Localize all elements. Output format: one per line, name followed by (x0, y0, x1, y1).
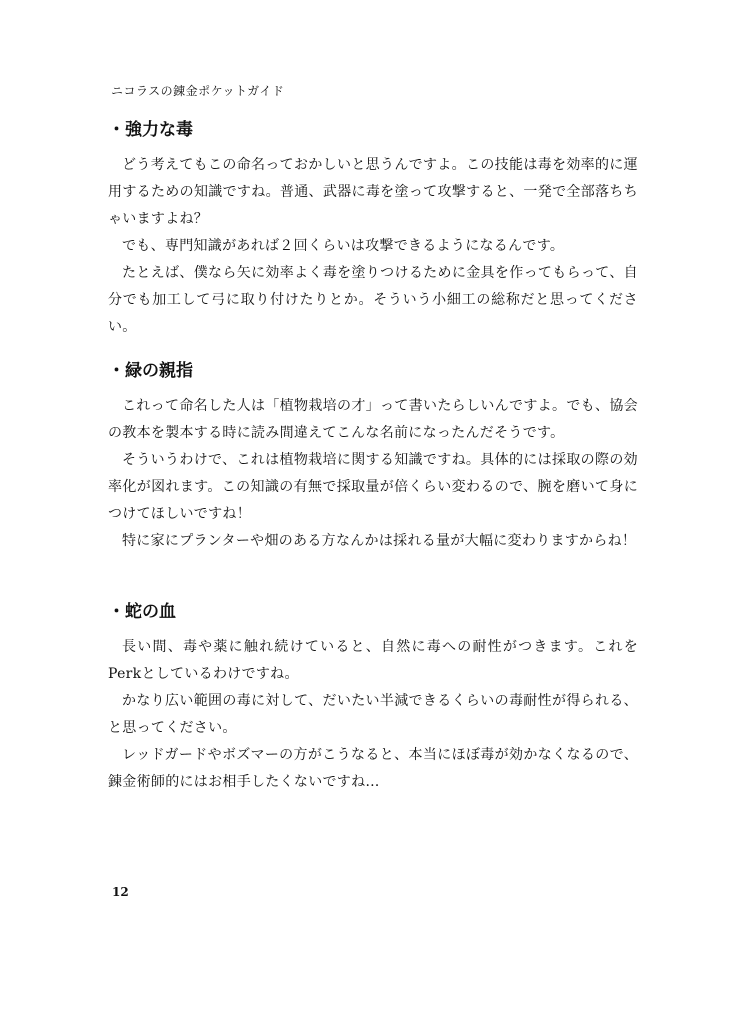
page-number: 12 (112, 885, 129, 899)
paragraph: これって命名した人は「植物栽培の才」って書いたらしいんですよ。でも、協会の教本を製本する時に読み間違えてこんな名前になったんだそうです。 (108, 398, 638, 441)
paragraph: そういうわけで、これは植物栽培に関する知識ですね。具体的には採取の際の効率化が図れます。この知識の有無で採取量が倍くらい変わるので、腕を磨いて身につけてほしいですね！ (108, 452, 638, 522)
paragraph: でも、専門知識があれば２回くらいは攻撃できるようになるんです。 (122, 238, 565, 254)
section-heading: ・蛇の血 (108, 602, 176, 622)
section-heading: ・緑の親指 (108, 361, 193, 381)
paragraph: レッドガードやボズマーの方がこうなると、本当にほぼ毒が効かなくなるので、錬金術師的にはお相手したくないですね… (108, 747, 638, 790)
section-snake-blood (108, 600, 638, 796)
running-header: ニコラスの錬金ポケットガイド (111, 84, 285, 98)
section-green-thumb (108, 359, 638, 555)
paragraph: かなり広い範囲の毒に対して、だいたい半減できるくらいの毒耐性が得られる、と思ってください。 (108, 693, 638, 736)
paragraph: 特に家にプランターや畑のある方なんかは採れる量が大幅に変わりますからね！ (122, 533, 637, 549)
section-strong-poison (108, 118, 638, 341)
paragraph: 長い間、毒や薬に触れ続けていると、自然に毒への耐性がつきます。これをPerkとしているわけですね。 (108, 639, 638, 682)
paragraph: どう考えてもこの命名っておかしいと思うんですよ。この技能は毒を効率的に運用するための知識ですね。普通、武器に毒を塗って攻撃すると、一発で全部落ちちゃいますよね？ (108, 157, 638, 227)
section-heading: ・強力な毒 (108, 120, 193, 140)
paragraph: たとえば、僕なら矢に効率よく毒を塗りつけるために金具を作ってもらって、自分でも加工して弓に取り付けたりとか。そういう小細工の総称だと思ってください。 (108, 265, 638, 335)
